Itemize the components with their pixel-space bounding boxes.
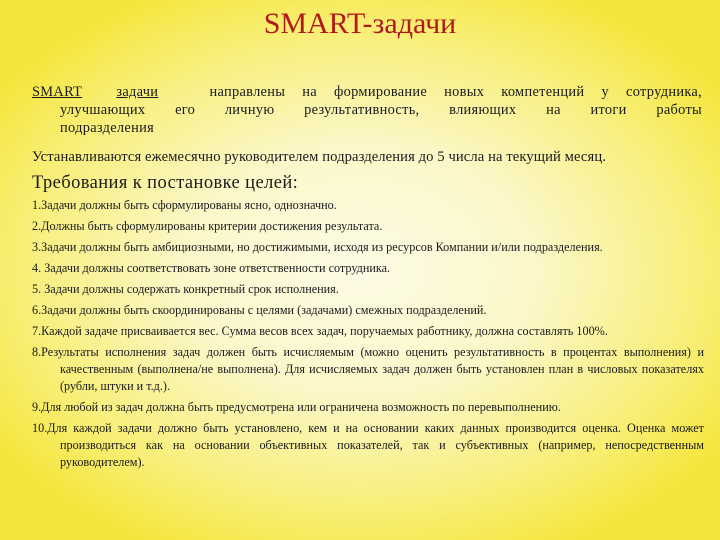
requirement-item-7: 7.Каждой задаче присваивается вес. Сумма весов всех задач, поручаемых работнику, должна составлять 100%. — [32, 324, 608, 338]
requirement-item-4: 4. Задачи должны соответствовать зоне ответственности сотрудника. — [32, 261, 391, 275]
requirements-heading: Требования к постановке целей: — [32, 173, 299, 193]
establishment-text: Устанавливаются ежемесячно руководителем подразделения до 5 числа на текущий месяц. — [32, 149, 606, 165]
intro-paragraph — [32, 83, 702, 137]
smart-word: SMART — [32, 84, 83, 100]
requirement-item-9: 9.Для любой из задач должна быть предусмотрена или ограничена возможность по перевыполнению. — [32, 400, 561, 414]
slide-title: SMART-задачи — [263, 7, 457, 40]
intro-line-3: подразделения — [60, 120, 155, 136]
requirement-item-5: 5. Задачи должны содержать конкретный срок исполнения. — [32, 282, 339, 296]
requirement-item-3: 3.Задачи должны быть амбициозными, но достижимыми, исходя из ресурсов Компании и/или подразделения. — [32, 240, 603, 254]
requirement-item-2: 2.Должны быть сформулированы критерии достижения результата. — [32, 219, 383, 233]
requirement-item-1: 1.Задачи должны быть сформулированы ясно, однозначно. — [32, 198, 337, 212]
intro-line-1-rest: направлены на формирование новых компетенций у сотрудника, — [209, 84, 702, 100]
intro-line-1 — [32, 83, 702, 101]
requirement-item-8: 8.Результаты исполнения задач должен быть исчисляемым (можно оценить результативность в процентах выполнения) и качественным (выполнена/не выполнена). Для исчисляемых задач должен быть установлен план в числовых показателях (рубли, штуки и т.д.). — [32, 345, 704, 393]
requirements-list — [32, 197, 704, 475]
requirement-item-6: 6.Задачи должны быть скоординированы с целями (задачами) смежных подразделений. — [32, 303, 487, 317]
tasks-word: задачи — [116, 84, 159, 100]
intro-line-2: улучшающих его личную результативность, влияющих на итоги работы — [60, 102, 702, 118]
requirement-item-10: 10.Для каждой задачи должно быть установлено, кем и на основании каких данных производится оценка. Оценка может производиться как на основании объективных показателей, так и субъективных (например, непосредственным руководителем). — [32, 421, 704, 469]
